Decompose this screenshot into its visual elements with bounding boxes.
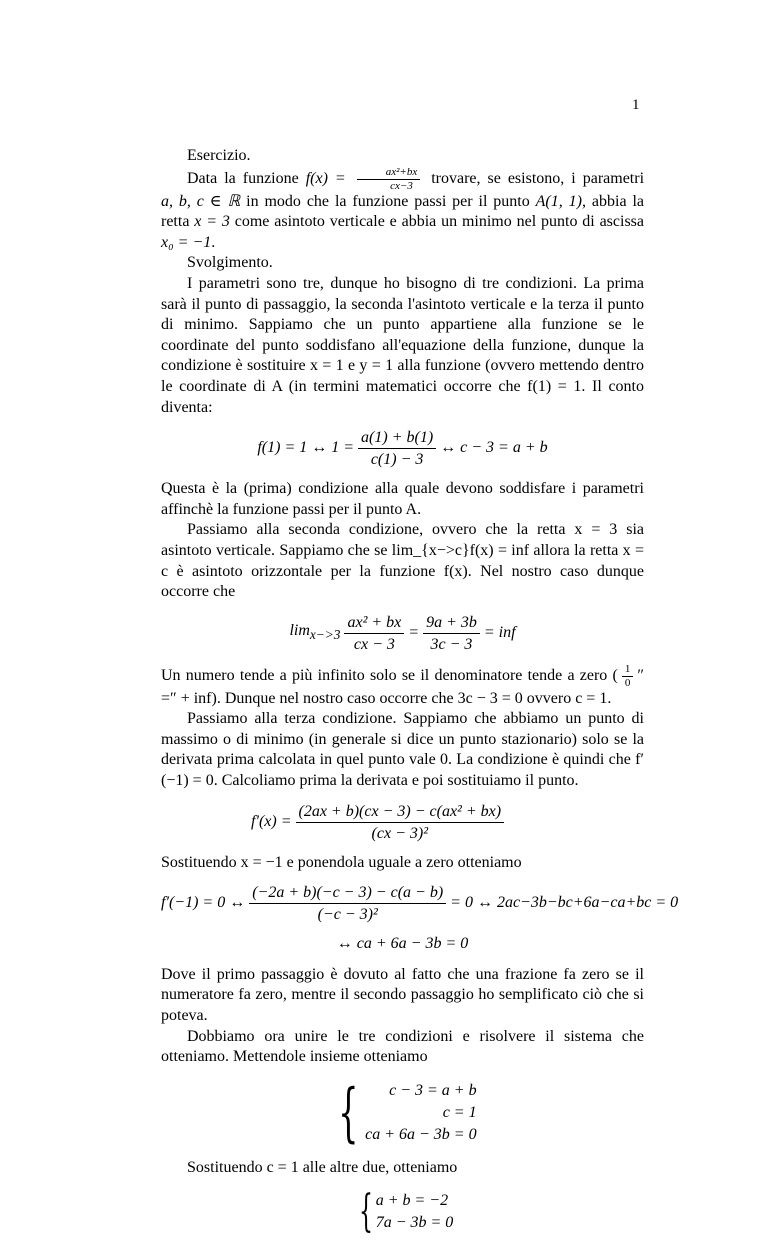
system-three-conditions: { c − 3 = a + b c = 1 ca + 6a − 3b = 0 <box>338 1075 477 1150</box>
system-two-conditions: { a + b = −2 7a − 3b = 0 <box>358 1186 454 1238</box>
equation-point-condition: f(1) = 1 ↔ 1 = $\frac{a(1) + b(1)}{c(1) - 3}$ ↔ c − 3 = a + b <box>257 429 548 469</box>
problem-statement: Data la funzione f(x) = $\frac{\text{ax²+bx}}{cx-3}$ trovare, se esistono, i parametri a, b, c ∈ ℝ in modo che la funzione passi per il punto A(1, 1), abbia la retta x = 3 come asintoto verticale e abbia un minimo nel punto di ascissa x₀ = −1. <box>161 165 645 251</box>
solution-title: Svolgimento. <box>187 254 273 272</box>
equation-derivative-at-point: f′(−1) = 0 ↔ $\frac{(-2a + b)(-c - 3) - c(a - b)}{\text{(−c − 3)²}}$ = 0 ↔ 2ac−3b−bc+6a−ca+bc = 0 <box>161 884 679 924</box>
paragraph-asymptote: Passiamo alla seconda condizione, ovvero che la retta x = 3 sia asintoto verticale. Sappiamo che se lim_{x−>c}f(x) = inf allora la retta x = c è asintoto orizzontale per la funzione f(x). Nel nostro caso dunque occorre che <box>161 521 644 601</box>
paragraph-explanation: Dove il primo passaggio è dovuto al fatto che una frazione fa zero se il numeratore fa zero, mentre il secondo passaggio ho semplificato ciò che si poteva. <box>161 965 644 1025</box>
equation-derivative: f′(x) = $\frac{\text{(2ax + b)(cx − 3) − c(ax² + bx)}}{\text{(cx − 3)²}}$ <box>161 802 644 843</box>
brace-icon: { <box>338 1075 359 1150</box>
paragraph-first-condition: Questa è la (prima) condizione alla quale devono soddisfare i parametri affinchè la funzione passi per il punto A. <box>161 480 644 518</box>
paragraph-conditions: I parametri sono tre, dunque ho bisogno di tre condizioni. La prima sarà il punto di passaggio, la seconda l'asintoto verticale e la terza il punto di minimo. Sappiamo che un punto appartiene alla funzione se le coordinate del punto soddisfano all'equazione della funzione, dunque la condizione è sostituire x = 1 e y = 1 alla funzione (ovvero mettendo dentro le coordinate di A (in termini matematici occorre che f(1) = 1. Il conto diventa: <box>161 274 644 416</box>
paragraph-system-intro: Dobbiamo ora unire le tre condizioni e risolvere il sistema che otteniamo. Mettendole insieme otteniamo <box>161 1027 644 1066</box>
equation-limit: $\lim_{x->3}$ $\frac{\text{ax² + bx}}{cx - 3}$ = $\frac{9a + 3b}{3c - 3}$ = inf <box>289 613 516 653</box>
page-number: 1 <box>632 97 640 113</box>
problem-fraction: $\frac{\text{ax²+bx}}{cx-3}$ <box>357 167 421 192</box>
paragraph-derivative: Passiamo alla terza condizione. Sappiamo che abbiamo un punto di massimo o di minimo (in generale si dice un punto stazionario) solo se la derivata prima calcolata in quel punto vale 0. La condizione è quindi che f′(−1) = 0. Calcoliamo prima la derivata e poi sostituiamo il punto. <box>161 710 644 790</box>
paragraph-substitute-c: Sostituendo c = 1 alle altre due, otteniamo <box>187 1158 458 1176</box>
equation-simplified: ↔ ca + 6a − 3b = 0 <box>336 935 469 953</box>
document-body <box>161 146 679 1246</box>
brace-icon: { <box>358 1186 373 1238</box>
paragraph-substitution: Sostituendo x = −1 e ponendola uguale a zero otteniamo <box>161 853 522 871</box>
paragraph-infinity: Un numero tende a più infinito solo se il denominatore tende a zero ( $\frac{1}{0}$ ″ =″ + inf). Dunque nel nostro caso occorre che 3c − 3 = 0 ovvero c = 1. <box>161 662 644 707</box>
exercise-title: Esercizio. <box>187 147 251 164</box>
